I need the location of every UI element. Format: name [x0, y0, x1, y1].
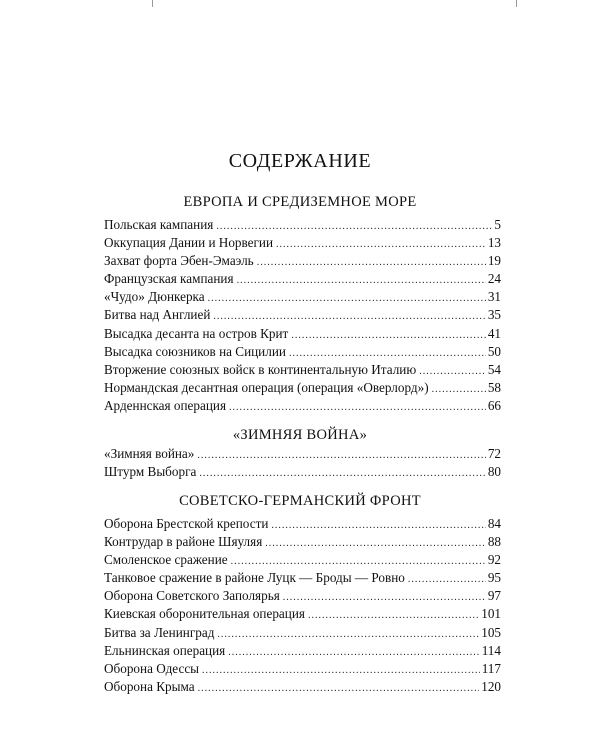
toc-entry: [104, 587, 501, 605]
toc-entry-label: Высадка десанта на остров Крит: [104, 325, 289, 341]
toc-entry: [104, 533, 501, 551]
dot-leader: [408, 571, 486, 589]
dot-leader: [237, 272, 486, 290]
toc-entry-label: «Зимняя война»: [104, 446, 195, 461]
dot-leader: [202, 662, 480, 680]
toc-list-eastern-front: [104, 515, 501, 696]
dot-leader: [271, 517, 485, 535]
dot-leader: [199, 465, 485, 483]
dot-leader: [198, 680, 480, 698]
toc-entry-page-number: 35: [487, 307, 501, 323]
dot-leader: [283, 589, 486, 607]
toc-entry-label: Контрудар в районе Шяуляя: [104, 534, 263, 550]
toc-entry-page-number: 105: [481, 624, 501, 640]
toc-entry-page-number: 41: [487, 325, 501, 341]
toc-entry: [104, 515, 501, 533]
toc-entry: [104, 463, 501, 481]
toc-entry: [104, 642, 501, 660]
toc-entry: [104, 551, 501, 569]
toc-entry-label: Киевская оборонительная операция: [104, 606, 305, 622]
toc-entry-page-number: 13: [487, 235, 501, 251]
dot-leader: [208, 290, 486, 308]
toc-entry-label: Битва над Англией: [104, 307, 211, 323]
dot-leader: [291, 327, 486, 345]
toc-entry-label: Оборона Одессы: [104, 660, 200, 676]
toc-entry-page-number: 19: [487, 253, 501, 269]
toc-list-winter-war: [104, 445, 501, 481]
toc-entry-label: Французская кампания: [104, 271, 234, 287]
toc-entry-page-number: 80: [487, 464, 501, 480]
toc-entry-page-number: 120: [481, 678, 501, 694]
dot-leader: [265, 535, 486, 553]
toc-entry: [104, 605, 501, 623]
dot-leader: [229, 399, 486, 417]
toc-entry-label: Оборона Крыма: [104, 678, 195, 694]
dot-leader: [197, 447, 485, 465]
toc-entry-label: Танковое сражение в районе Луцк — Броды — Ровно: [104, 570, 405, 586]
toc-entry-page-number: 114: [481, 642, 501, 658]
dot-leader: [228, 644, 479, 662]
toc-entry-label: Высадка союзников на Сицилии: [104, 343, 286, 359]
toc-entry: [104, 270, 501, 288]
dot-leader: [217, 626, 479, 644]
toc-entry: [104, 361, 501, 379]
toc-entry: [104, 379, 501, 397]
toc-entry-page-number: 97: [487, 588, 501, 604]
toc-entry: [104, 397, 501, 415]
toc-entry: [104, 216, 501, 234]
toc-entry: [104, 624, 501, 642]
toc-entry: [104, 325, 501, 343]
toc-entry-page-number: 54: [487, 361, 501, 377]
section-title-europe: ЕВРОПА И СРЕДИЗЕМНОЕ МОРЕ: [183, 194, 417, 210]
toc-entry-label: Вторжение союзных войск в континентальную Италию: [104, 361, 417, 377]
toc-entry: [104, 252, 501, 270]
toc-entry-page-number: 24: [487, 271, 501, 287]
toc-entry-page-number: 66: [487, 397, 501, 413]
toc-entry-label: Ельнинская операция: [104, 642, 226, 658]
toc-entry-page-number: 5: [494, 217, 501, 232]
toc-entry: [104, 569, 501, 587]
toc-entry-page-number: 58: [487, 379, 501, 395]
dot-leader: [419, 363, 486, 381]
toc-entry-page-number: 84: [487, 516, 501, 531]
toc-entry: [104, 445, 501, 463]
toc-entry-label: Захват форта Эбен-Эмаэль: [104, 253, 254, 269]
toc-entry-label: Битва за Ленинград: [104, 624, 215, 640]
dot-leader: [308, 607, 479, 625]
toc-entry-label: Польская кампания: [104, 217, 214, 232]
dot-leader: [257, 254, 486, 272]
dot-leader: [432, 381, 486, 399]
toc-entry-label: Нормандская десантная операция (операция «Оверлорд»): [104, 379, 429, 395]
toc-entry: [104, 660, 501, 678]
toc-entry: [104, 288, 501, 306]
dot-leader: [276, 236, 486, 254]
toc-entry-page-number: 50: [487, 343, 501, 359]
toc-entry-page-number: 72: [487, 446, 501, 461]
toc-entry: [104, 306, 501, 324]
toc-entry: [104, 678, 501, 696]
toc-entry-label: Оккупация Дании и Норвегии: [104, 235, 274, 251]
page-title: СОДЕРЖАНИЕ: [228, 150, 372, 172]
toc-entry: [104, 343, 501, 361]
toc-entry-label: Арденнская операция: [104, 397, 227, 413]
toc-entry-page-number: 101: [481, 606, 501, 622]
toc-entry-page-number: 31: [487, 289, 501, 305]
section-title-eastern-front: СОВЕТСКО-ГЕРМАНСКИЙ ФРОНТ: [179, 493, 421, 509]
section-title-winter-war: «ЗИМНЯЯ ВОЙНА»: [232, 427, 368, 443]
toc-entry-label: Оборона Брестской крепости: [104, 516, 269, 531]
toc-entry-label: Оборона Советского Заполярья: [104, 588, 280, 604]
toc-entry-label: Штурм Выборга: [104, 464, 197, 480]
toc-entry-page-number: 92: [487, 552, 501, 568]
toc-list-europe: [104, 216, 501, 415]
toc-entry-label: Смоленское сражение: [104, 552, 228, 568]
page-edge-mark-right: [516, 0, 517, 7]
toc-entry: [104, 234, 501, 252]
toc-entry-page-number: 95: [487, 570, 501, 586]
page-edge-mark-left: [152, 0, 153, 7]
toc-entry-label: «Чудо» Дюнкерка: [104, 289, 205, 305]
toc-entry-page-number: 88: [487, 534, 501, 550]
toc-entry-page-number: 117: [481, 660, 501, 676]
